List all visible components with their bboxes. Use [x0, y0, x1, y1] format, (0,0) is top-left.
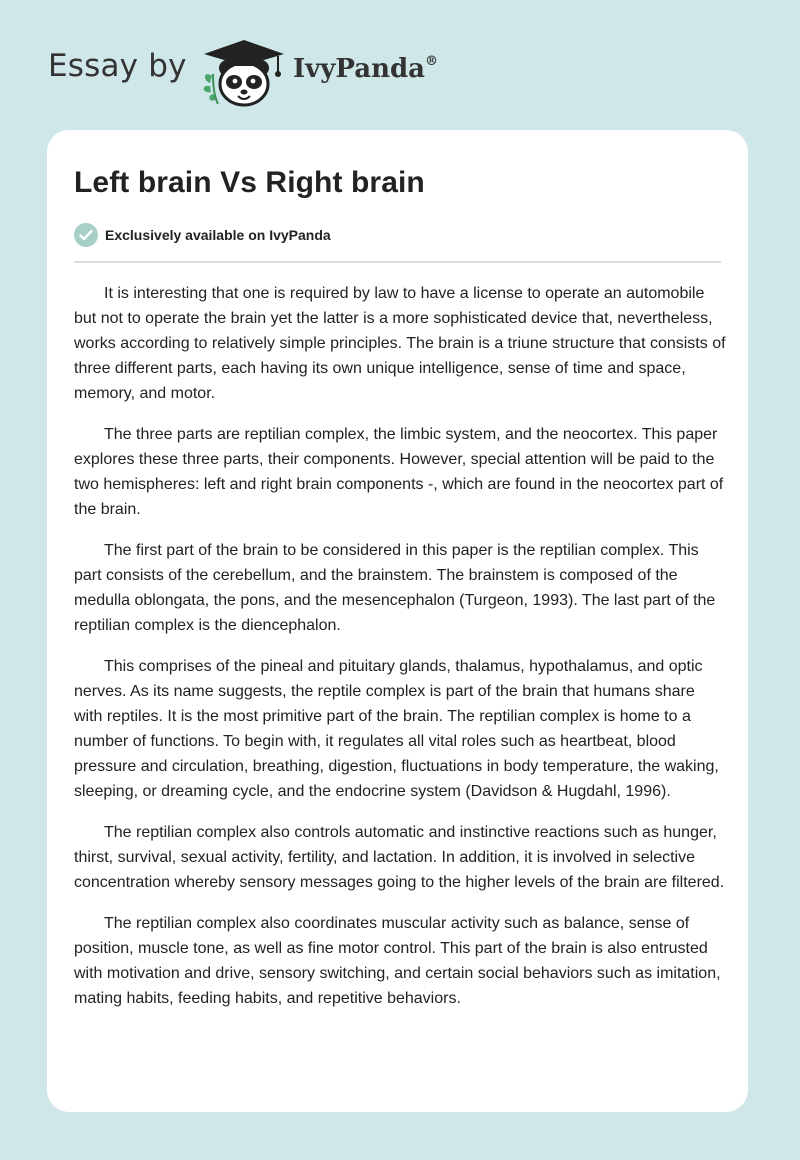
- divider: [74, 261, 721, 263]
- exclusive-badge: [74, 222, 331, 248]
- essay-body: [74, 281, 726, 1027]
- paragraph: The reptilian complex also controls automatic and instinctive reactions such as hunger, thirst, survival, sexual activity, fertility, and lactation. In addition, it is involved in selective concentration whereby sensory messages going to the higher levels of the brain are filtered.: [74, 824, 725, 891]
- paragraph: It is interesting that one is required by law to have a license to operate an automobile but not to operate the brain yet the latter is a more sophisticated device that, nevertheless, works according to relatively simple principles. The brain is a triune structure that consists of three different parts, each having its own unique intelligence, sense of time and space, memory, and motor.: [74, 285, 726, 402]
- panda-graduate-icon[interactable]: [198, 36, 290, 108]
- essay-by-label: Essay by: [48, 48, 187, 84]
- paragraph: The first part of the brain to be considered in this paper is the reptilian complex. This part consists of the cerebellum, and the brainstem. The brainstem is composed of the medulla oblongata, the pons, and the mesencephalon (Turgeon, 1993). The last part of the reptilian complex is the diencephalon.: [74, 542, 716, 634]
- paragraph: The reptilian complex also coordinates muscular activity such as balance, sense of position, muscle tone, as well as fine motor control. This part of the brain is also entrusted with motivation and drive, sensory switching, and certain social behaviors such as imitation, mating habits, feeding habits, and repetitive behaviors.: [74, 915, 721, 1007]
- site-header: [0, 0, 800, 130]
- check-icon: [74, 223, 98, 247]
- ivypanda-brand[interactable]: IvyPanda®: [293, 54, 439, 84]
- essay-card: [47, 130, 748, 1112]
- exclusive-label: Exclusively available on IvyPanda: [105, 227, 331, 243]
- paragraph: The three parts are reptilian complex, the limbic system, and the neocortex. This paper explores these three parts, their components. However, special attention will be paid to the two hemispheres: left and right brain components -, which are found in the neocortex part of the brain.: [74, 426, 724, 518]
- paragraph: This comprises of the pineal and pituitary glands, thalamus, hypothalamus, and optic nerves. As its name suggests, the reptile complex is part of the brain that humans share with reptiles. It is the most primitive part of the brain. The reptilian complex is home to a number of functions. To begin with, it regulates all vital roles such as heartbeat, blood pressure and circulation, breathing, digestion, fluctuations in body temperature, the waking, sleeping, or dreaming cycle, and the endocrine system (Davidson & Hugdahl, 1996).: [74, 658, 719, 800]
- essay-title: Left brain Vs Right brain: [74, 166, 425, 199]
